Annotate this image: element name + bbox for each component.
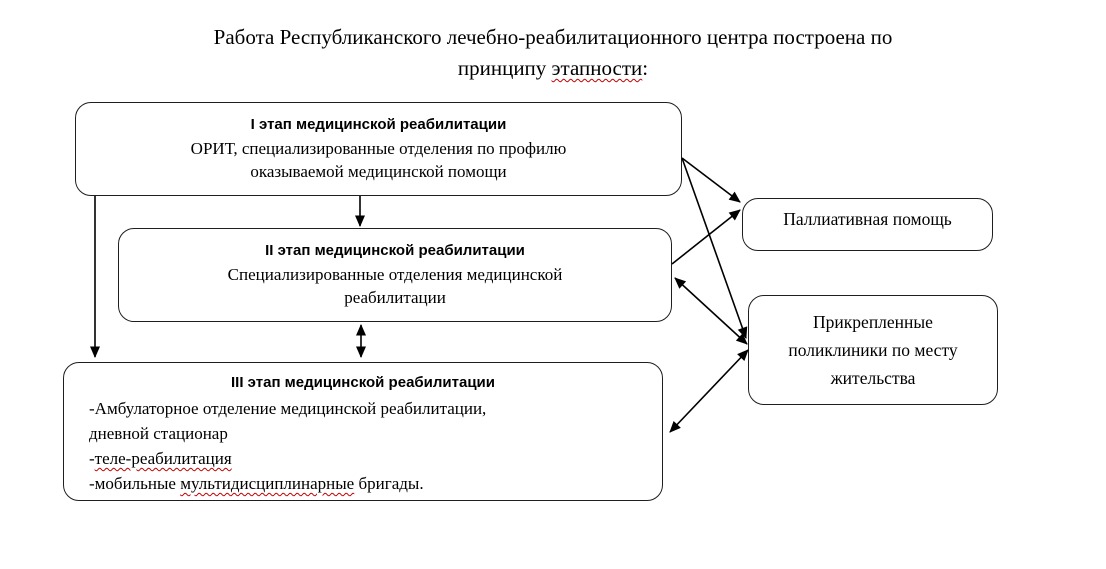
stage3-item-2 bbox=[64, 446, 662, 471]
stage3-item-2-prefix: - bbox=[89, 449, 95, 468]
stage1-body-line-2: оказываемой медицинской помощи bbox=[250, 162, 507, 181]
arrow-stage1-to-polyclinics bbox=[682, 158, 746, 338]
arrow-stage2-to-palliative bbox=[672, 210, 740, 264]
diagram-title bbox=[0, 22, 1106, 84]
stage3-box bbox=[63, 362, 663, 501]
arrow-stage2-polyclinics-bidirectional bbox=[675, 278, 747, 344]
palliative-care-box bbox=[742, 198, 993, 251]
stage3-item-3-suffix: бригады. bbox=[354, 474, 424, 493]
stage3-item-1-line-1: -Амбулаторное отделение медицинской реабилитации, bbox=[89, 399, 487, 418]
arrow-stage3-polyclinics-bidirectional bbox=[670, 350, 748, 432]
stage3-item-1-line-2: дневной стационар bbox=[89, 424, 228, 443]
polyclinics-label-line-2: поликлиники по месту bbox=[788, 340, 958, 360]
stage2-header: II этап медицинской реабилитации bbox=[265, 242, 525, 259]
polyclinics-label-line-3: жительства bbox=[830, 368, 916, 388]
arrow-stage1-to-palliative bbox=[682, 158, 740, 202]
stage2-body-line-1: Специализированные отделения медицинской bbox=[227, 265, 563, 284]
palliative-care-label: Паллиативная помощь bbox=[783, 209, 952, 229]
title-line-2 bbox=[0, 53, 1106, 84]
title-line-1: Работа Республиканского лечебно-реабилитационного центра построена по bbox=[213, 25, 893, 49]
stage3-header: III этап медицинской реабилитации bbox=[231, 374, 495, 391]
stage3-item-3-misspelled-word: мультидисциплинарные bbox=[180, 474, 355, 493]
title-line-2-prefix: принципу bbox=[457, 56, 552, 80]
stage3-item-3-prefix: -мобильные bbox=[89, 474, 181, 493]
stage1-body-line-1: ОРИТ, специализированные отделения по профилю bbox=[190, 139, 567, 158]
title-misspelled-word: этапности bbox=[551, 56, 643, 80]
polyclinics-box bbox=[748, 295, 998, 405]
stage1-box bbox=[75, 102, 682, 196]
stage1-header: I этап медицинской реабилитации bbox=[250, 116, 507, 133]
title-line-2-suffix: : bbox=[642, 56, 649, 80]
stage3-item-2-misspelled-word: теле-реабилитация bbox=[94, 449, 232, 468]
polyclinics-label-line-1: Прикрепленные bbox=[813, 312, 933, 332]
stage3-item-3 bbox=[64, 471, 662, 496]
stage2-body-line-2: реабилитации bbox=[344, 288, 446, 307]
stage2-box bbox=[118, 228, 672, 322]
